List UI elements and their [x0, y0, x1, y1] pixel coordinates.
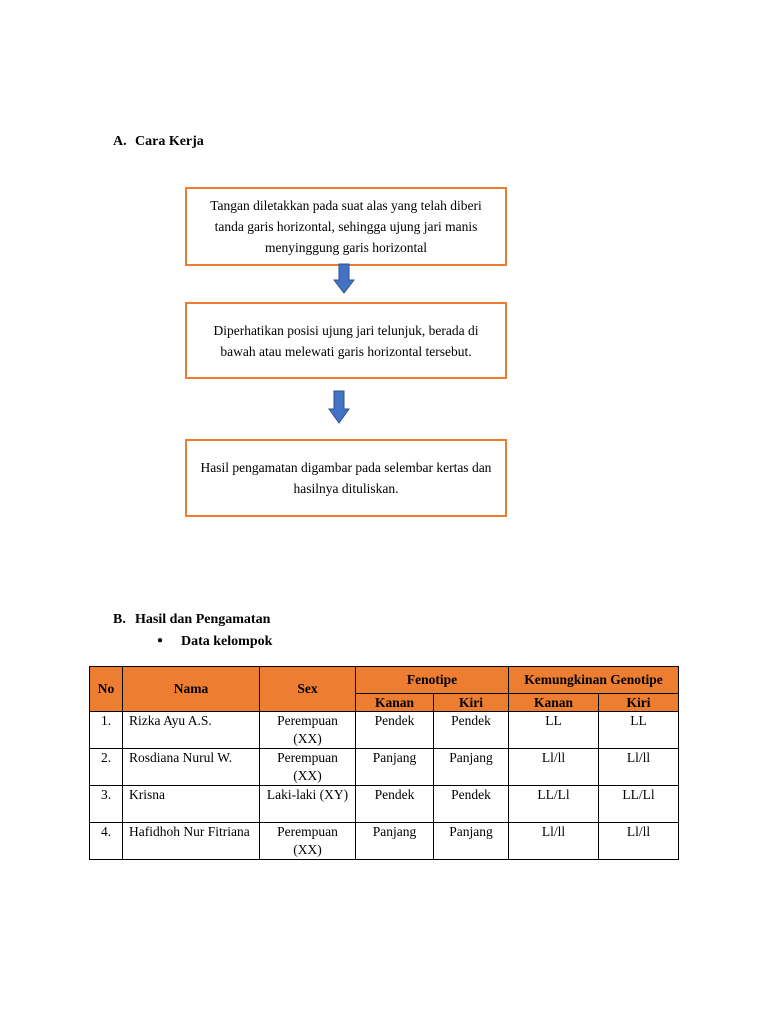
bullet-item — [157, 634, 272, 650]
section-b-heading — [113, 612, 270, 628]
cell-sex: Perempuan (XX) — [260, 712, 356, 749]
cell-gen-kanan: Ll/ll — [509, 749, 599, 786]
flow-step-3 — [185, 439, 507, 517]
section-a-heading — [113, 134, 204, 150]
flow-step-2-text: Diperhatikan posisi ujung jari telunjuk, berada di bawah atau melewati garis horizontal tersebut. — [213, 322, 479, 359]
section-a-letter: A. — [113, 134, 127, 149]
cell-fen-kiri: Pendek — [434, 712, 509, 749]
flow-step-1 — [185, 187, 507, 266]
down-arrow-icon — [328, 390, 350, 424]
header-nama: Nama — [123, 667, 260, 712]
cell-sex: Laki-laki (XY) — [260, 786, 356, 823]
table-row — [90, 786, 679, 823]
cell-gen-kiri: Ll/ll — [599, 749, 679, 786]
cell-sex: Perempuan (XX) — [260, 749, 356, 786]
cell-fen-kiri: Pendek — [434, 786, 509, 823]
header-no: No — [90, 667, 123, 712]
header-gen-kanan: Kanan — [509, 694, 599, 712]
cell-gen-kanan: LL/Ll — [509, 786, 599, 823]
cell-nama: Rosdiana Nurul W. — [123, 749, 260, 786]
section-a-title: Cara Kerja — [135, 134, 204, 149]
data-table — [89, 666, 679, 860]
cell-fen-kiri: Panjang — [434, 823, 509, 860]
cell-nama: Hafidhoh Nur Fitriana — [123, 823, 260, 860]
cell-fen-kanan: Panjang — [356, 823, 434, 860]
section-b-title: Hasil dan Pengamatan — [135, 612, 271, 627]
cell-gen-kiri: Ll/ll — [599, 823, 679, 860]
header-gen-kiri: Kiri — [599, 694, 679, 712]
cell-no: 1. — [90, 712, 123, 749]
cell-gen-kiri: LL/Ll — [599, 786, 679, 823]
flow-step-3-text: Hasil pengamatan digambar pada selembar kertas dan hasilnya dituliskan. — [200, 460, 492, 496]
bullet-text: Data kelompok — [181, 634, 273, 649]
cell-no: 4. — [90, 823, 123, 860]
cell-nama: Rizka Ayu A.S. — [123, 712, 260, 749]
cell-nama: Krisna — [123, 786, 260, 823]
cell-gen-kiri: LL — [599, 712, 679, 749]
flow-step-2 — [185, 302, 507, 379]
header-fen-kiri: Kiri — [434, 694, 509, 712]
cell-fen-kanan: Panjang — [356, 749, 434, 786]
cell-no: 2. — [90, 749, 123, 786]
table-row — [90, 823, 679, 860]
header-genotipe: Kemungkinan Genotipe — [509, 667, 679, 694]
header-sex: Sex — [260, 667, 356, 712]
down-arrow-icon — [333, 263, 355, 294]
cell-fen-kanan: Pendek — [356, 712, 434, 749]
table-row — [90, 749, 679, 786]
cell-gen-kanan: Ll/ll — [509, 823, 599, 860]
cell-gen-kanan: LL — [509, 712, 599, 749]
header-fen-kanan: Kanan — [356, 694, 434, 712]
flow-step-1-text: Tangan diletakkan pada suat alas yang telah diberi tanda garis horizontal, sehingga ujung jari manis menyinggung garis horizontal — [210, 198, 482, 255]
section-b-letter: B. — [113, 612, 126, 627]
bullet-dot-icon: ● — [157, 635, 164, 646]
cell-sex: Perempuan (XX) — [260, 823, 356, 860]
cell-no: 3. — [90, 786, 123, 823]
header-fenotipe: Fenotipe — [356, 667, 509, 694]
cell-fen-kiri: Panjang — [434, 749, 509, 786]
table-row — [90, 712, 679, 749]
cell-fen-kanan: Pendek — [356, 786, 434, 823]
